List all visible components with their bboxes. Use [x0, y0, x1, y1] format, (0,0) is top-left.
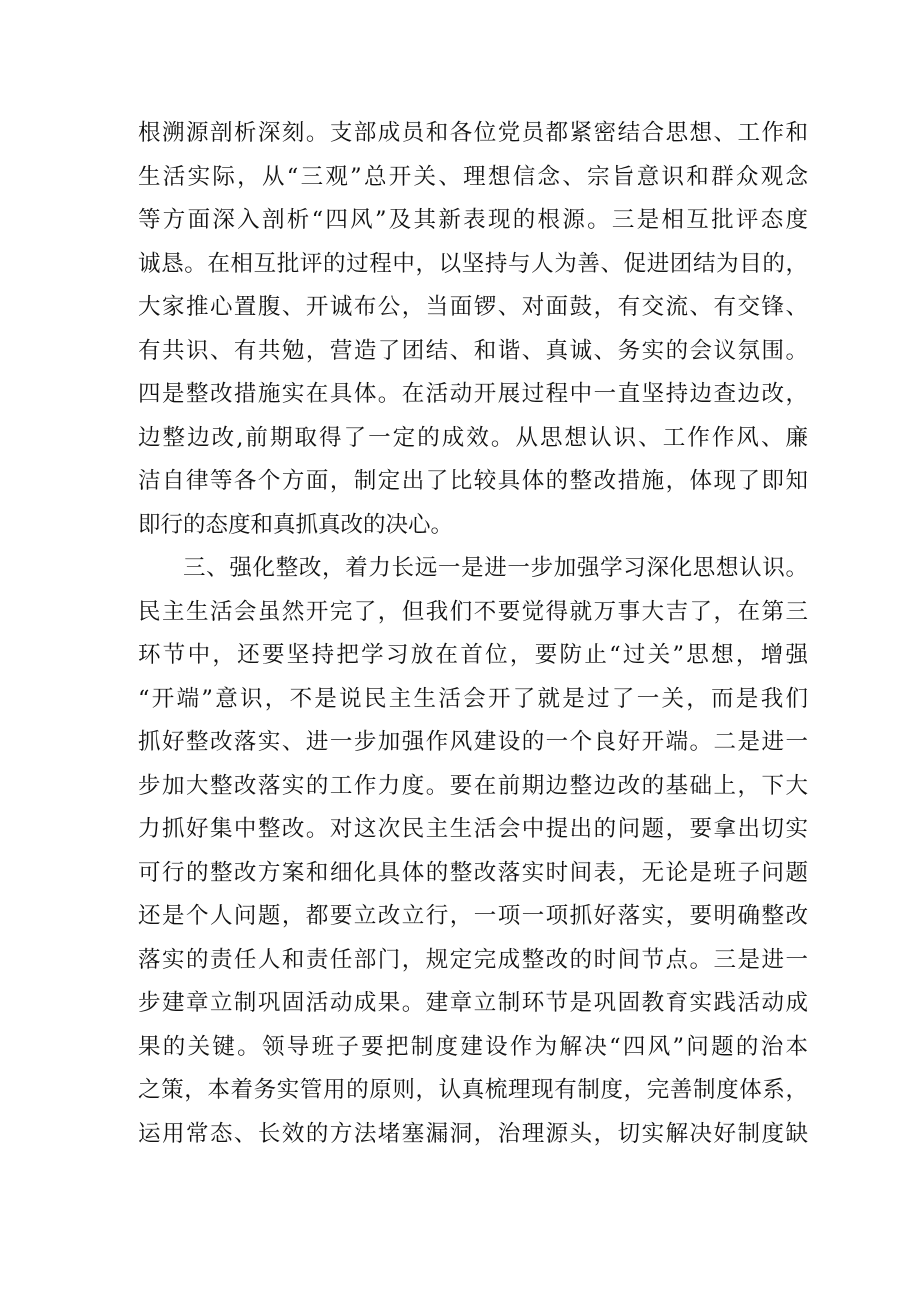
text-line: 洁自律等各个方面，制定出了比较具体的整改措施，体现了即知 [138, 468, 808, 494]
document-body [138, 112, 808, 1156]
text-line: 力抓好集中整改。对这次民主生活会中提出的问题，要拿出切实 [138, 816, 808, 842]
text-line: 根溯源剖析深刻。支部成员和各位党员都紧密结合思想、工作和 [138, 120, 808, 146]
text-line: 民主生活会虽然开完了，但我们不要觉得就万事大吉了，在第三 [138, 598, 808, 625]
section-heading-line: 三、强化整改，着力长远一是进一步加强学习深化思想认识。 [183, 555, 808, 581]
text-line: 即行的态度和真抓真改的决心。 [138, 511, 454, 538]
text-line: 环节中，还要坚持把学习放在首位，要防止“过关”思想，增强 [138, 642, 808, 668]
text-line: 之策，本着务实管用的原则，认真梳理现有制度，完善制度体系， [138, 1077, 808, 1103]
text-line: 四是整改措施实在具体。在活动开展过程中一直坚持边查边改， [138, 381, 808, 407]
text-line: 步建章立制巩固活动成果。建章立制环节是巩固教育实践活动成 [138, 990, 808, 1016]
text-line: 生活实际，从“三观”总开关、理想信念、宗旨意识和群众观念 [138, 163, 808, 190]
text-line: 等方面深入剖析“四风”及其新表现的根源。三是相互批评态度 [138, 207, 808, 233]
text-line: 可行的整改方案和细化具体的整改落实时间表，无论是班子问题 [138, 859, 808, 886]
text-line: 诚恳。在相互批评的过程中，以坚持与人为善、促进团结为目的， [138, 250, 808, 277]
text-line: 抓好整改落实、进一步加强作风建设的一个良好开端。二是进一 [138, 729, 808, 755]
text-line: 边整边改,前期取得了一定的成效。从思想认识、工作作风、廉 [138, 424, 808, 451]
text-line: 果的关键。领导班子要把制度建设作为解决“四风”问题的治本 [138, 1033, 808, 1060]
text-line: 步加大整改落实的工作力度。要在前期边整边改的基础上，下大 [138, 772, 808, 799]
text-line: “开端”意识，不是说民主生活会开了就是过了一关，而是我们 [138, 685, 808, 712]
text-line: 有共识、有共勉，营造了团结、和谐、真诚、务实的会议氛围。 [138, 337, 808, 364]
text-line: 运用常态、长效的方法堵塞漏洞，治理源头，切实解决好制度缺 [138, 1120, 808, 1147]
text-line: 还是个人问题，都要立改立行，一项一项抓好落实，要明确整改 [138, 903, 808, 929]
text-line: 落实的责任人和责任部门，规定完成整改的时间节点。三是进一 [138, 946, 808, 973]
text-line: 大家推心置腹、开诚布公，当面锣、对面鼓，有交流、有交锋、 [138, 294, 808, 320]
